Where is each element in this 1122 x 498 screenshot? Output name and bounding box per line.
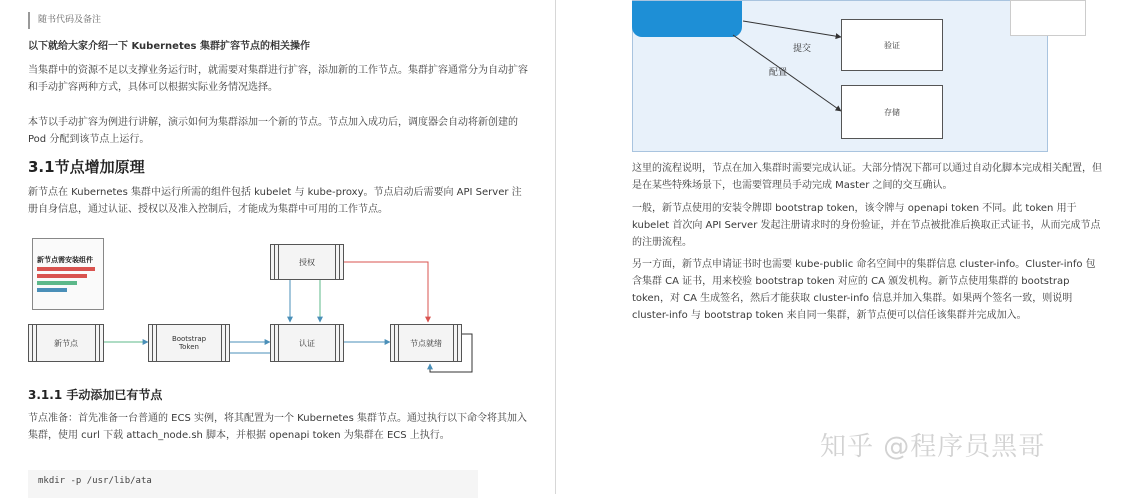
- verify-box: [841, 19, 943, 71]
- paragraph-2: 本节以手动扩容为例进行讲解，演示如何为集群添加一个新的节点。节点加入成功后，调度器会自动将新创建的 Pod 分配到该节点上运行。: [28, 117, 518, 145]
- top-box: [270, 244, 344, 280]
- note-title: 新节点需安装组件: [37, 256, 93, 264]
- subsection-text: 节点准备：首先准备一台普通的 ECS 实例，将其配置为一个 Kubernetes 集群节点。通过执行以下命令将其加入集群，使用 curl 下载 attach_node.sh 脚本，并根据 openapi token 为集群在 ECS 上执行。: [28, 413, 527, 441]
- section-heading: 3.1节点增加原理: [28, 158, 145, 176]
- bootstrap-label: Bootstrap Token: [171, 335, 207, 351]
- bootstrap-box: [148, 324, 230, 362]
- cluster-diagram: [632, 0, 1048, 152]
- intro-bold-text: 以下就给大家介绍一下 Kubernetes 集群扩容节点的相关操作: [28, 41, 310, 52]
- page-divider: [555, 0, 556, 494]
- arrow-top-to-ready: [342, 262, 428, 322]
- label-config: 配置: [769, 68, 788, 78]
- note-bar-red-1: [37, 267, 95, 271]
- auth-box: [270, 324, 344, 362]
- left-document-page: [0, 0, 556, 494]
- subsection-heading: 3.1.1 手动添加已有节点: [28, 388, 163, 402]
- section-text: 新节点在 Kubernetes 集群中运行所需的组件包括 kubelet 与 kube-proxy。节点启动后需要向 API Server 注册自身信息，通过认证、授权以及准入控制后，才能成为集群中可用的工作节点。: [28, 187, 522, 215]
- component-note: [32, 238, 104, 310]
- right-document-page: [558, 0, 1122, 494]
- note-bar-red-2: [37, 274, 87, 278]
- note-bar-green: [37, 281, 77, 285]
- new-node-label: 新节点: [54, 338, 78, 348]
- new-node-box: [28, 324, 104, 362]
- node-ready-box: [390, 324, 462, 362]
- right-paragraph-1: 这里的流程说明，节点在加入集群时需要完成认证。大部分情况下都可以通过自动化脚本完成相关配置，但是在某些特殊场景下，也需要管理员手动完成 Master 之间的交互确认。: [632, 163, 1102, 191]
- right-paragraph-3: 另一方面，新节点申请证书时也需要 kube-public 命名空间中的集群信息 cluster-info。Cluster-info 包含集群 CA 证书，用来校验 bootstrap token 对应的 CA 颁发机构。新节点使用集群的 bootstrap token，对 CA 生成签名，然后才能获取 cluster-info 信息并加入集群。如果两个签名一致，则说明 cluster-info 与 bootstrap token 来自同一集群，新节点便可以信任该集群并完成加入。: [632, 259, 1096, 321]
- right-diagram-connectors: [633, 1, 1047, 151]
- store-label: 存储: [884, 107, 900, 117]
- label-submit: 提交: [793, 44, 812, 54]
- store-box: [841, 85, 943, 139]
- watermark: 知乎 @程序员黑哥: [820, 432, 1046, 462]
- verify-label: 验证: [884, 40, 900, 50]
- note-bar-blue: [37, 288, 67, 292]
- node-ready-label: 节点就绪: [410, 338, 442, 348]
- node-join-diagram: [20, 238, 490, 378]
- breadcrumb: 随书代码及备注: [28, 12, 101, 29]
- paragraph-1: 当集群中的资源不足以支撑业务运行时，就需要对集群进行扩容，添加新的工作节点。集群扩容通常分为自动扩容和手动扩容两种方式，具体可以根据实际业务情况选择。: [28, 65, 528, 93]
- code-block: mkdir -p /usr/lib/ata: [28, 470, 478, 498]
- corner-box: [1010, 0, 1086, 36]
- right-paragraph-2: 一般，新节点使用的安装令牌即 bootstrap token，该令牌与 openapi token 不同。此 token 用于 kubelet 首次向 API Server 发起注册请求时的身份验证，并在节点被批准后换取正式证书，从而完成节点的注册流程。: [632, 203, 1101, 248]
- arrow-to-verify: [743, 21, 841, 37]
- auth-label: 认证: [299, 338, 315, 348]
- top-box-label: 授权: [299, 257, 315, 267]
